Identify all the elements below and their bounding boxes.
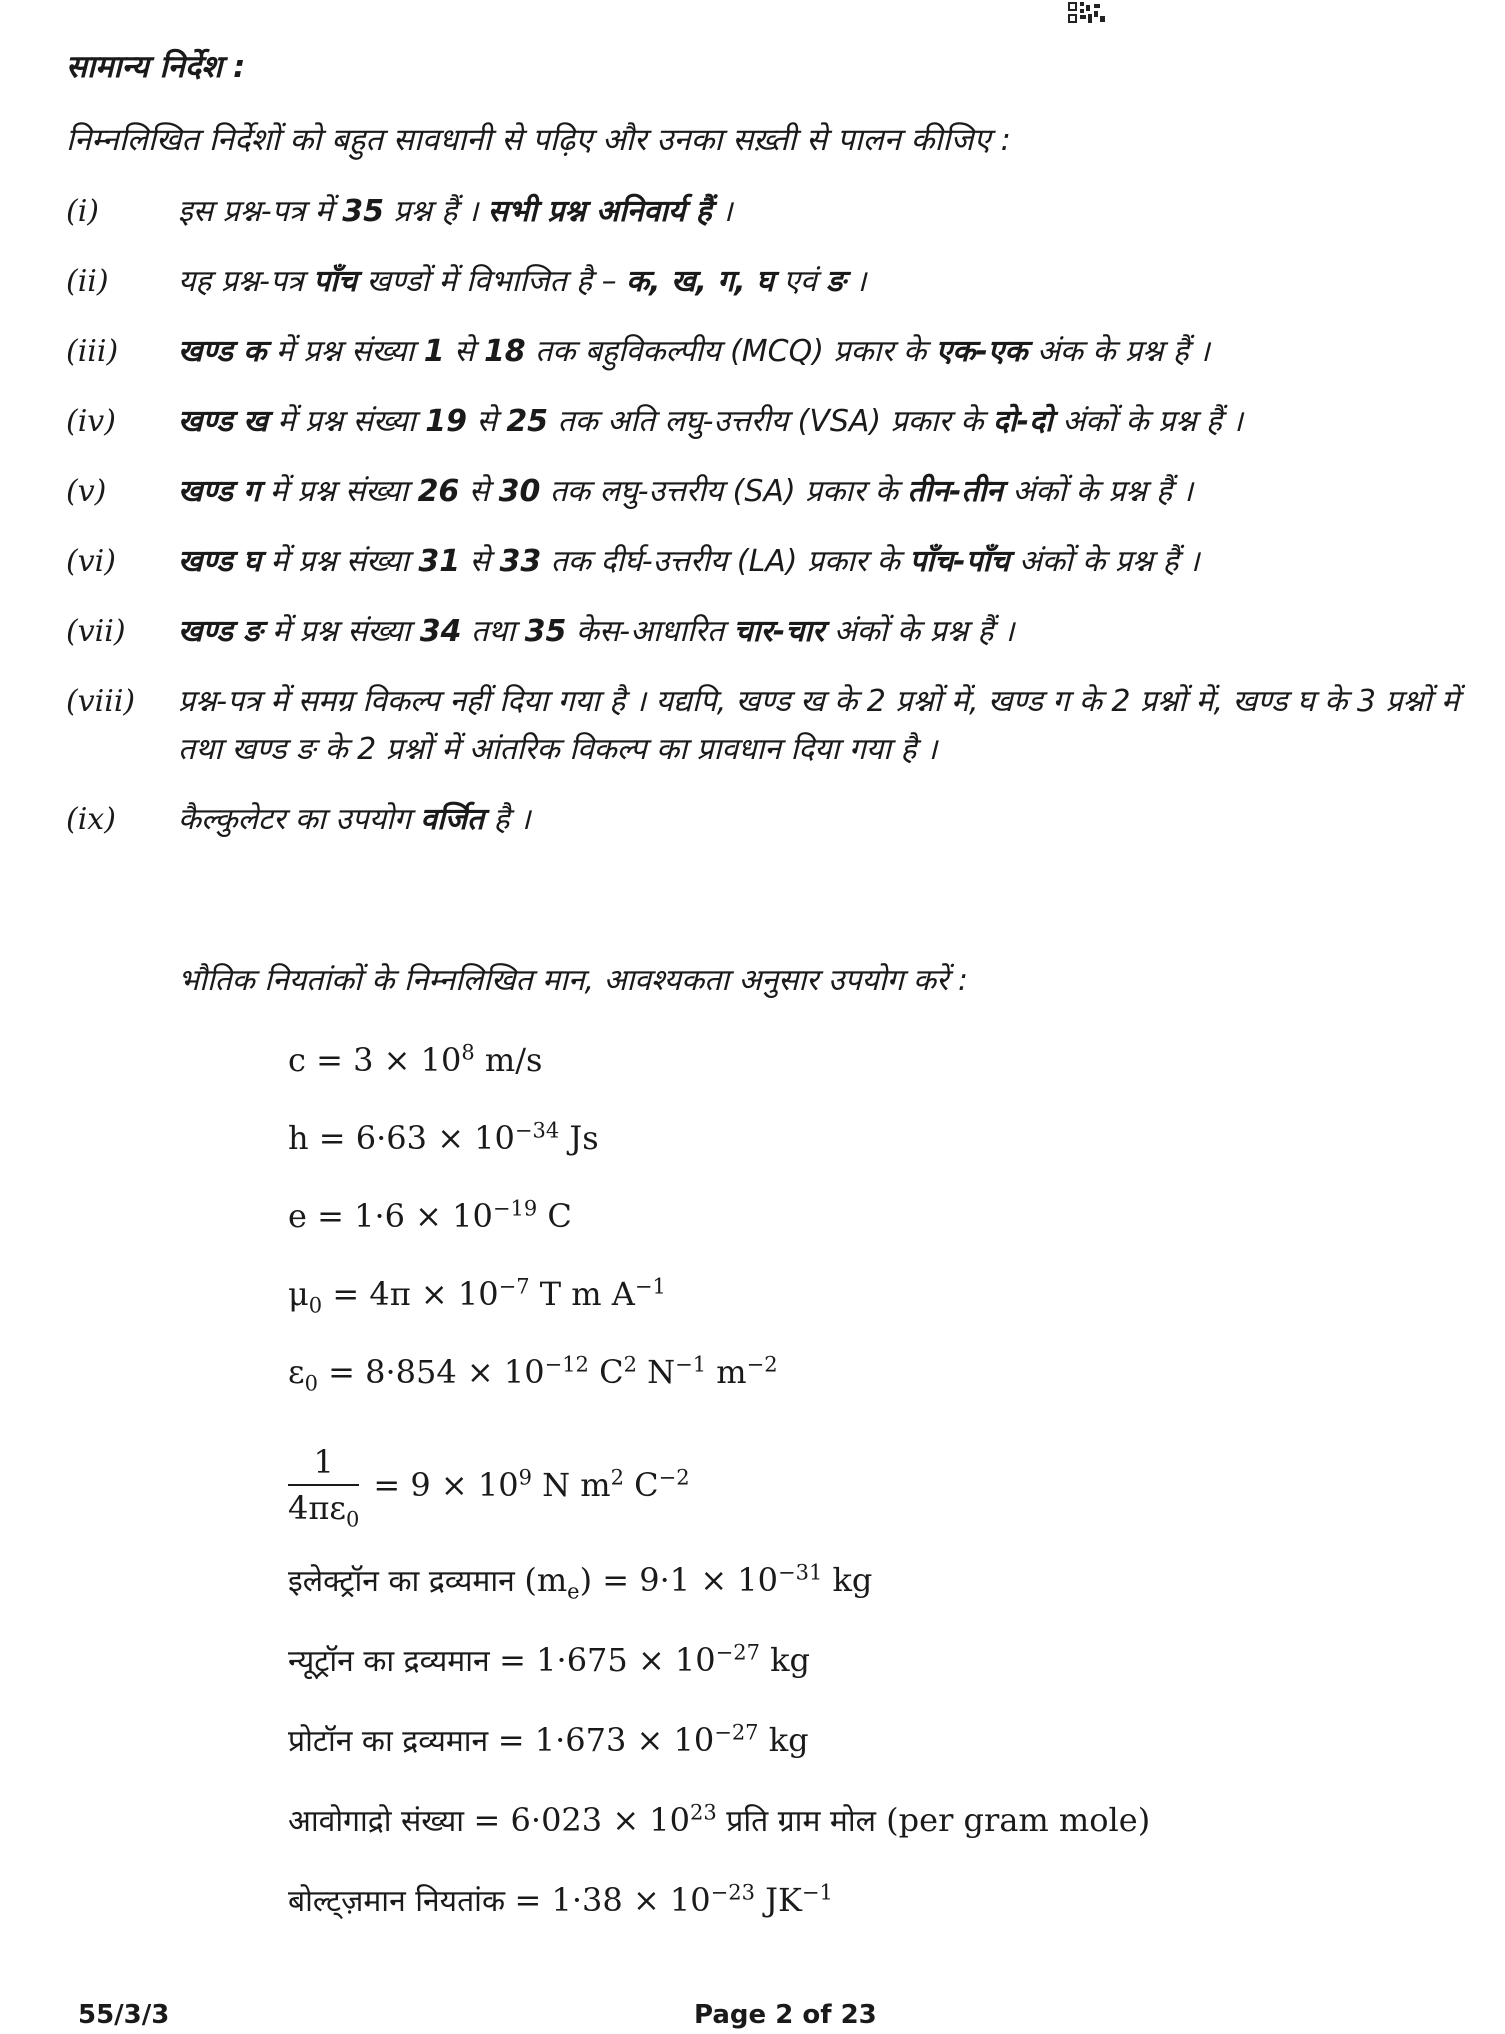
instruction-text-part: 30 bbox=[498, 474, 541, 509]
page-number: Page 2 of 23 bbox=[694, 2000, 877, 2030]
instruction-text-part: क, ख, ग, घ bbox=[626, 264, 774, 299]
instruction-text-part: अंकों के प्रश्न हैं । bbox=[1002, 474, 1193, 509]
constant-coulomb: $\frac{1}{4\pi\varepsilon_0}$ = $9 \times 10^9$ N $m^2$ $C^{-2}$ bbox=[288, 1420, 1488, 1550]
instruction-text-part: में प्रश्न संख्या bbox=[266, 334, 424, 369]
instruction-text-part: तक बहुविकल्पीय (MCQ) प्रकार के bbox=[525, 334, 936, 369]
instruction-text-part: में प्रश्न संख्या bbox=[261, 544, 419, 579]
instruction-text-part: तीन-तीन bbox=[907, 474, 1003, 509]
intro-text: निम्नलिखित निर्देशों को बहुत सावधानी से पढ़िए और उनका सख़्ती से पालन कीजिए : bbox=[66, 122, 1011, 158]
instruction-item bbox=[66, 538, 1496, 586]
instruction-text-part: में प्रश्न संख्या bbox=[260, 474, 418, 509]
instruction-item bbox=[66, 258, 1496, 306]
instruction-item bbox=[66, 608, 1496, 656]
instruction-text-part: 31 bbox=[418, 544, 461, 579]
constants-list bbox=[288, 1030, 1488, 1950]
constant-neutron-mass: न्यूट्रॉन का द्रव्यमान = $1\cdot 675 \times 10^{-27}$ kg bbox=[288, 1640, 811, 1679]
constant-eps0: $\varepsilon_0 = 8\cdot 854 \times 10^{-12}$ $C^2$ $N^{-1}$ $m^{-2}$ bbox=[288, 1352, 778, 1396]
instruction-text-part: 35 bbox=[342, 194, 385, 229]
instruction-text-part: है । bbox=[484, 802, 531, 837]
instruction-text bbox=[178, 188, 1496, 236]
instruction-text bbox=[178, 538, 1496, 586]
instruction-text-part: से bbox=[466, 404, 507, 439]
instruction-text bbox=[178, 398, 1496, 446]
instruction-text bbox=[178, 678, 1496, 774]
instruction-text-part: केस-आधारित bbox=[566, 614, 734, 649]
instruction-item bbox=[66, 468, 1496, 516]
instruction-item bbox=[66, 796, 1496, 844]
instruction-text-part: तथा bbox=[461, 614, 525, 649]
instruction-text-part: खण्डों में विभाजित है – bbox=[356, 264, 627, 299]
instruction-text-part: सभी प्रश्न अनिवार्य हैं bbox=[487, 194, 712, 229]
instruction-number: (ix) bbox=[66, 802, 116, 837]
instruction-text bbox=[178, 608, 1496, 656]
instruction-number: (ii) bbox=[66, 264, 109, 299]
instruction-text-part: ङ bbox=[826, 264, 846, 299]
instruction-text-part: एवं bbox=[773, 264, 827, 299]
constant-mu0: $\mu_0 = 4\pi \times 10^{-7}$ T m $A^{-1}$ bbox=[288, 1274, 666, 1318]
instruction-item bbox=[66, 328, 1496, 376]
constant-e: $e = 1\cdot 6 \times 10^{-19}$ C bbox=[288, 1196, 572, 1235]
instruction-text bbox=[178, 328, 1496, 376]
constant-avogadro: आवोगाद्रो संख्या = $6\cdot 023 \times 10^{23}$ प्रति ग्राम मोल (per gram mole) bbox=[288, 1800, 1151, 1839]
instruction-text-part: इस प्रश्न-पत्र में bbox=[178, 194, 343, 229]
instruction-text-part: 18 bbox=[483, 334, 526, 369]
instruction-item bbox=[66, 678, 1496, 774]
instruction-list bbox=[66, 188, 1496, 866]
instruction-text-part: पाँच bbox=[313, 264, 357, 299]
instruction-number: (viii) bbox=[66, 684, 136, 719]
instruction-text-part: 1 bbox=[423, 334, 445, 369]
instruction-text bbox=[178, 258, 1496, 306]
instruction-text-part: प्रश्न हैं । bbox=[384, 194, 488, 229]
constant-electron-mass: इलेक्ट्रॉन का द्रव्यमान $(m_e) = 9\cdot 1 \times 10^{-31}$ kg bbox=[288, 1560, 873, 1604]
instruction-text-part: दो-दो bbox=[992, 404, 1053, 439]
instruction-text-part: खण्ड ग bbox=[178, 474, 261, 509]
instruction-text-part: खण्ड घ bbox=[178, 544, 262, 579]
instruction-text-part: 25 bbox=[506, 404, 549, 439]
instruction-text-part: में प्रश्न संख्या bbox=[262, 614, 420, 649]
instruction-number: (iv) bbox=[66, 404, 116, 439]
instruction-text-part: 33 bbox=[499, 544, 542, 579]
instruction-text-part: प्रश्न-पत्र में समग्र विकल्प नहीं दिया गया है । यद्यपि, खण्ड ख के 2 प्रश्नों में, खण्ड ग के 2 प्रश्नों में, खण्ड घ के 3 प्रश्नों में तथा खण्ड ङ के 2 प्रश्नों में आंतरिक विकल्प का प्रावधान दिया गया है । bbox=[178, 684, 1459, 767]
instruction-text-part: चार-चार bbox=[733, 614, 825, 649]
instruction-text-part: तक लघु-उत्तरीय (SA) प्रकार के bbox=[540, 474, 908, 509]
instruction-text-part: में प्रश्न संख्या bbox=[267, 404, 426, 439]
instruction-text-part: पाँच-पाँच bbox=[909, 544, 1010, 579]
instruction-text-part: 19 bbox=[425, 404, 467, 439]
instruction-item bbox=[66, 188, 1496, 236]
constants-intro: भौतिक नियतांकों के निम्नलिखित मान, आवश्यकता अनुसार उपयोग करें : bbox=[178, 963, 968, 998]
instruction-number: (v) bbox=[66, 474, 107, 509]
instruction-number: (iii) bbox=[66, 334, 119, 369]
instruction-text-part: वर्जित bbox=[420, 802, 485, 837]
instruction-number: (vi) bbox=[66, 544, 116, 579]
instruction-text-part: खण्ड ख bbox=[178, 404, 268, 439]
instruction-number: (vii) bbox=[66, 614, 126, 649]
constant-h: $h = 6\cdot 63 \times 10^{-34}$ Js bbox=[288, 1118, 599, 1157]
instruction-text-part: खण्ड क bbox=[178, 334, 267, 369]
instruction-text-part: खण्ड ङ bbox=[178, 614, 263, 649]
instruction-item bbox=[66, 398, 1496, 446]
constant-c: $c = 3 \times 10^8$ m/s bbox=[288, 1040, 543, 1079]
instruction-text-part: से bbox=[444, 334, 484, 369]
instruction-text-part: कैल्कुलेटर का उपयोग bbox=[178, 802, 421, 837]
instruction-text-part: अंकों के प्रश्न हैं । bbox=[1009, 544, 1200, 579]
instruction-text-part: से bbox=[459, 474, 499, 509]
constant-proton-mass: प्रोटॉन का द्रव्यमान = $1\cdot 673 \times 10^{-27}$ kg bbox=[288, 1720, 809, 1759]
coulomb-fraction: $\frac{1}{4\pi\varepsilon_0}$ bbox=[288, 1440, 359, 1530]
instruction-text-part: तक अति लघु-उत्तरीय (VSA) प्रकार के bbox=[548, 404, 993, 439]
instruction-text-part: अंक के प्रश्न हैं । bbox=[1027, 334, 1210, 369]
constant-boltzmann: बोल्ट्ज़मान नियतांक = $1\cdot 38 \times 10^{-23}$ $JK^{-1}$ bbox=[288, 1880, 833, 1919]
instruction-text-part: से bbox=[460, 544, 500, 579]
instruction-text bbox=[178, 468, 1496, 516]
instruction-text-part: 34 bbox=[419, 614, 462, 649]
instruction-text-part: अंकों के प्रश्न हैं । bbox=[824, 614, 1015, 649]
instruction-text-part: । bbox=[711, 194, 733, 229]
qr-code-icon bbox=[1068, 2, 1122, 24]
instruction-text-part: । bbox=[845, 264, 867, 299]
instruction-text-part: यह प्रश्न-पत्र bbox=[178, 264, 314, 299]
instruction-text-part: 26 bbox=[417, 474, 460, 509]
instruction-text-part: तक दीर्घ-उत्तरीय (LA) प्रकार के bbox=[541, 544, 910, 579]
instruction-text-part: अंकों के प्रश्न हैं । bbox=[1052, 404, 1243, 439]
instruction-text bbox=[178, 796, 1496, 844]
instruction-number: (i) bbox=[66, 194, 100, 229]
instruction-text-part: एक-एक bbox=[935, 334, 1028, 369]
instruction-text-part: 35 bbox=[524, 614, 567, 649]
paper-code: 55/3/3 bbox=[78, 2000, 170, 2030]
page-title: सामान्य निर्देश : bbox=[66, 49, 246, 85]
